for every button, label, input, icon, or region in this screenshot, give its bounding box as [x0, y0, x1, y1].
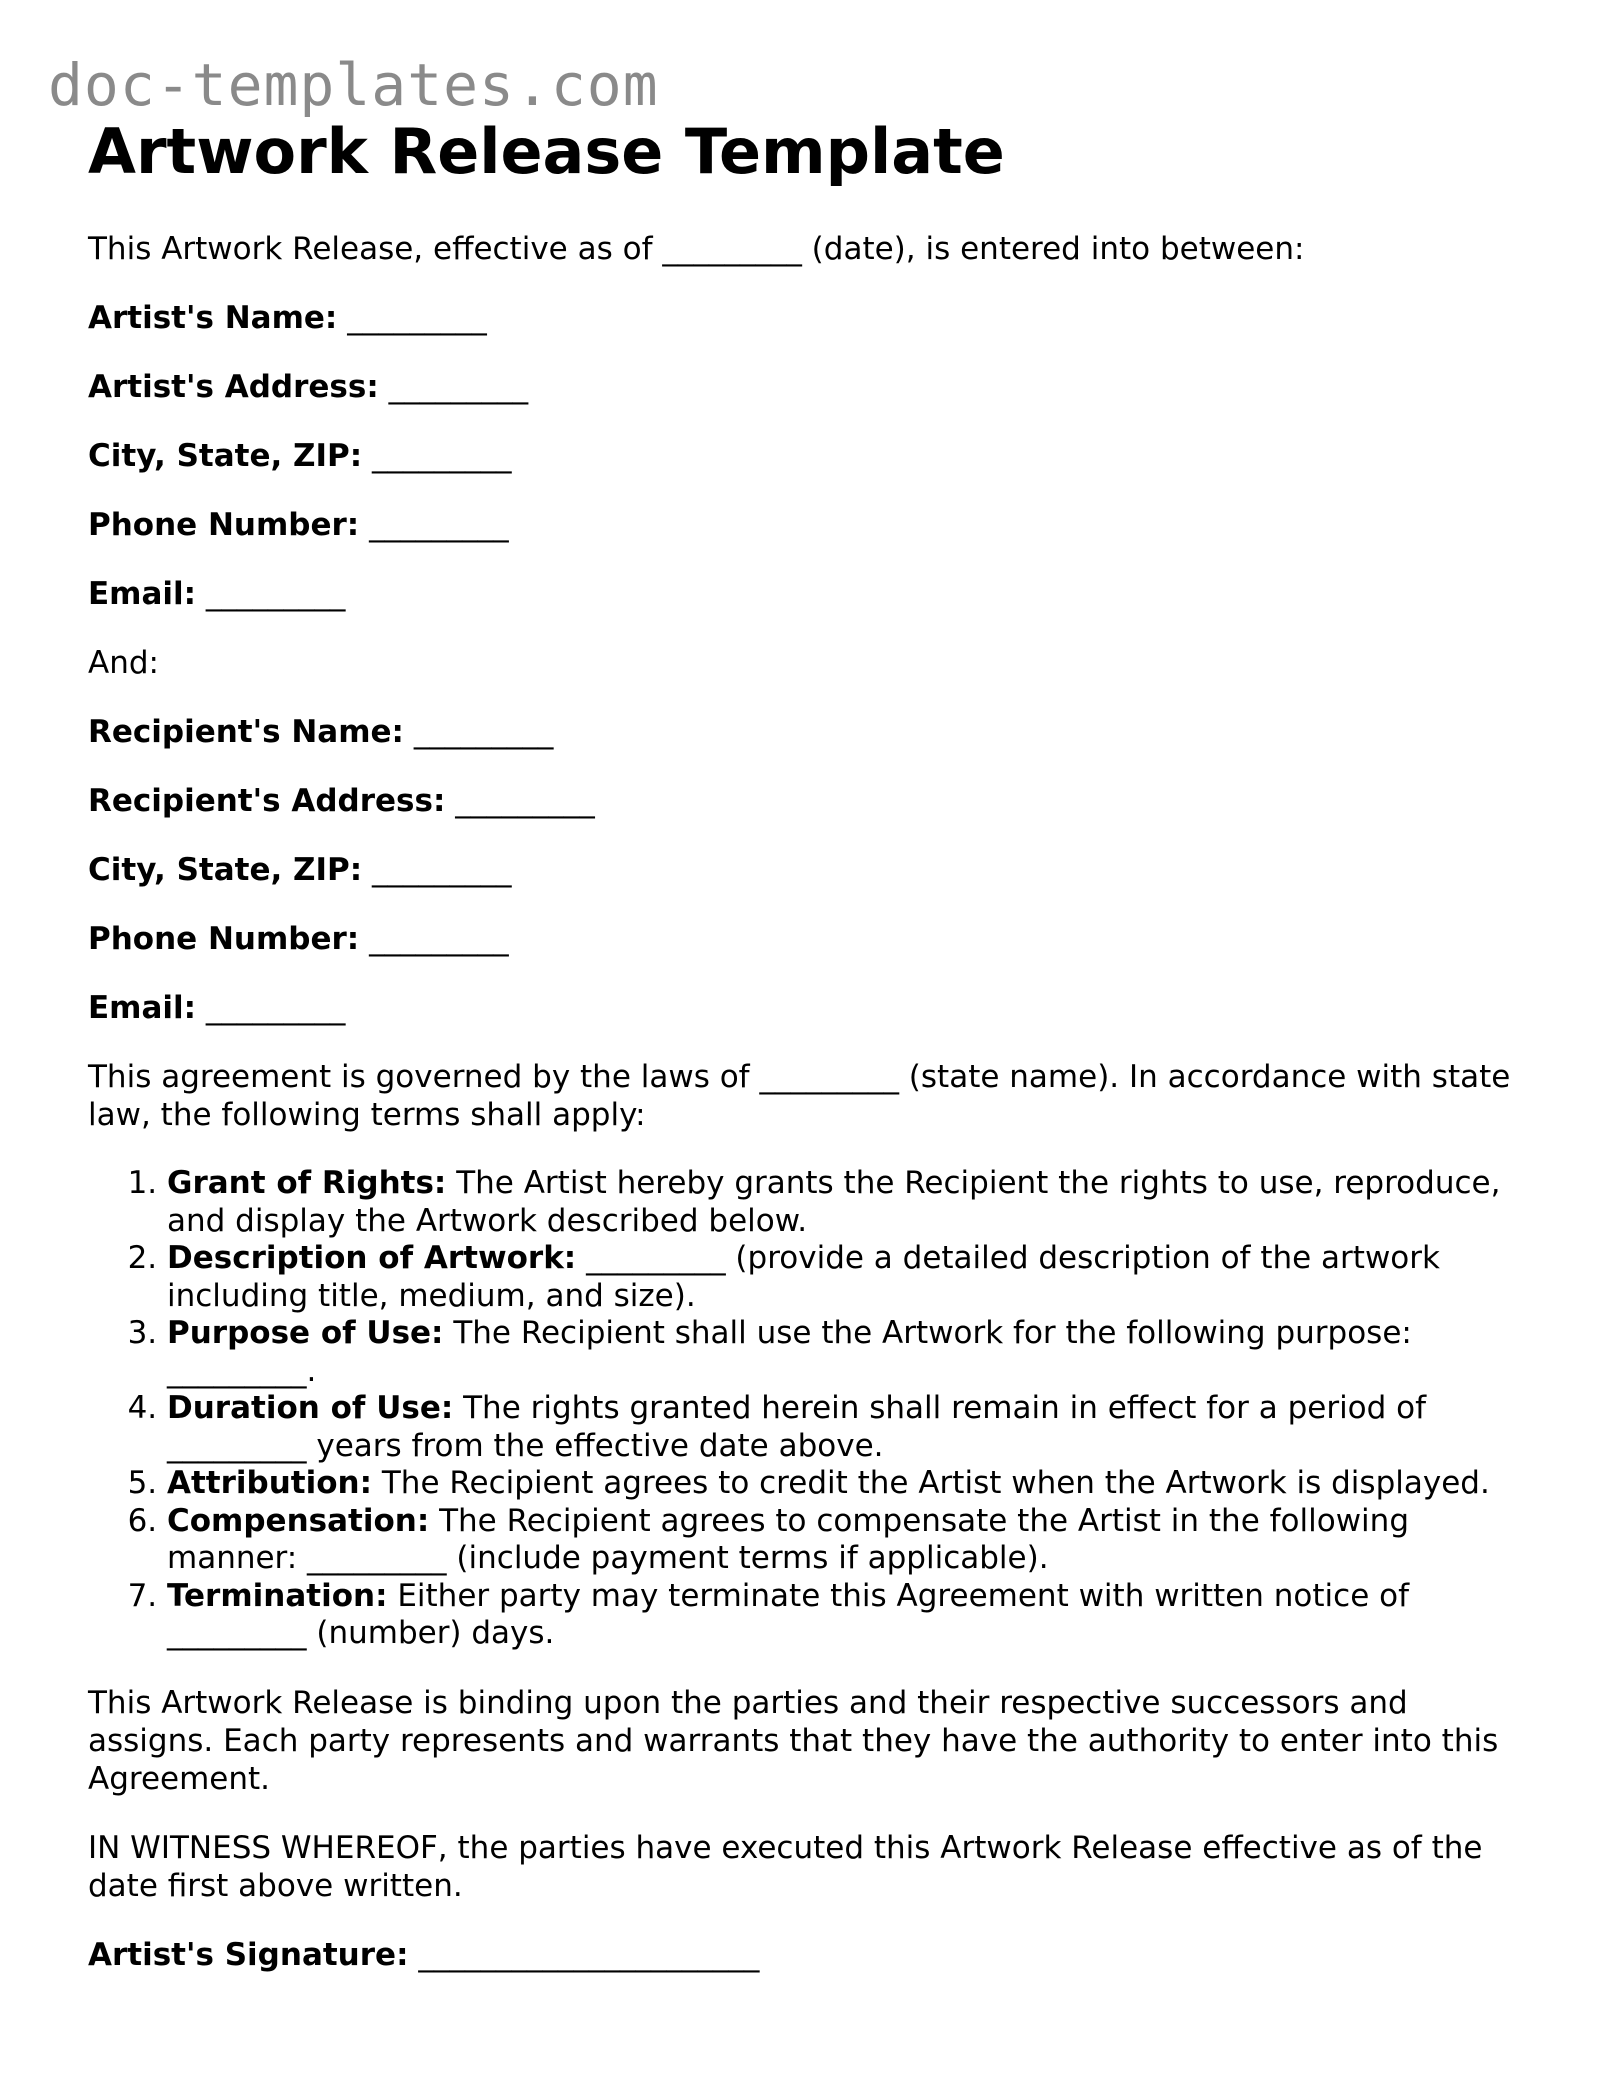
artist-email-field	[88, 575, 1528, 613]
and-separator: And:	[88, 645, 159, 681]
term-item	[167, 1165, 1528, 1240]
field-blank: _________	[205, 576, 346, 612]
field-label: Phone Number:	[88, 921, 360, 957]
recipient-phone-field	[88, 920, 1528, 958]
governing-law-paragraph: This agreement is governed by the laws of _________ (state name). In accordance with state law, the following terms shall apply:	[88, 1059, 1511, 1133]
field-blank: _________	[413, 714, 554, 750]
witness-paragraph: IN WITNESS WHEREOF, the parties have executed this Artwork Release effective as of the date first above written.	[88, 1829, 1483, 1904]
field-label: City, State, ZIP:	[88, 852, 363, 888]
field-label: Recipient's Address:	[88, 783, 446, 819]
term-text: The rights granted herein shall remain in effect for a period of _________ years from the effective date above.	[167, 1390, 1427, 1464]
binding-paragraph: This Artwork Release is binding upon the parties and their respective successors and assigns. Each party represents and warrants that they have the authority to enter into this Agreement.	[88, 1684, 1499, 1797]
term-title: Description of Artwork:	[167, 1240, 577, 1276]
recipient-email-field	[88, 989, 1528, 1027]
watermark-logo: doc-templates.com	[48, 51, 659, 119]
recipient-fields	[88, 713, 1528, 1027]
field-label: Email:	[88, 990, 197, 1026]
field-blank: _________	[205, 990, 346, 1026]
term-title: Attribution:	[167, 1465, 373, 1501]
field-label: City, State, ZIP:	[88, 438, 363, 474]
document-title: Artwork Release Template	[88, 115, 1005, 188]
field-blank: _________	[369, 507, 509, 543]
recipient-city-state-zip-field	[88, 851, 1528, 889]
field-blank: _________	[369, 921, 509, 957]
term-title: Duration of Use:	[167, 1390, 454, 1426]
terms-list	[88, 1165, 1528, 1653]
term-item	[167, 1465, 1528, 1503]
term-text: The Artist hereby grants the Recipient the rights to use, reproduce, and display the Artwork described below.	[167, 1165, 1501, 1239]
term-item	[167, 1390, 1528, 1465]
term-item	[167, 1315, 1528, 1390]
term-text: Either party may terminate this Agreement with written notice of _________ (number) days.	[167, 1577, 1410, 1651]
field-label: Phone Number:	[88, 507, 360, 543]
field-label: Artist's Address:	[88, 369, 379, 405]
field-blank: _________	[372, 438, 512, 474]
artist-signature-line	[88, 1936, 1528, 1974]
intro-paragraph: This Artwork Release, effective as of _________ (date), is entered into between:	[88, 231, 1305, 267]
term-text: The Recipient agrees to compensate the Artist in the following manner: _________ (include payment terms if applicable).	[167, 1502, 1409, 1576]
field-blank: _________	[388, 369, 529, 405]
field-label: Artist's Name:	[88, 300, 338, 336]
term-text: The Recipient shall use the Artwork for the following purpose: _________.	[167, 1315, 1412, 1389]
term-text: _________ (provide a detailed description of the artwork including title, medium, and size).	[167, 1240, 1440, 1314]
signature-label: Artist's Signature:	[88, 1936, 409, 1973]
term-text: The Recipient agrees to credit the Artist when the Artwork is displayed.	[381, 1465, 1490, 1501]
field-blank: _________	[372, 852, 512, 888]
field-label: Recipient's Name:	[88, 714, 404, 750]
artist-city-state-zip-field	[88, 437, 1528, 475]
signature-blank: ______________________	[418, 1936, 760, 1973]
term-item	[167, 1240, 1528, 1315]
field-label: Email:	[88, 576, 197, 612]
document-page	[88, 112, 1528, 1974]
field-blank: _________	[455, 783, 595, 819]
term-title: Purpose of Use:	[167, 1315, 444, 1351]
artist-name-field	[88, 299, 1528, 337]
term-item	[167, 1503, 1528, 1578]
artist-fields	[88, 299, 1528, 613]
term-title: Termination:	[167, 1577, 388, 1614]
recipient-name-field	[88, 713, 1528, 751]
field-blank: _________	[347, 300, 487, 336]
artist-phone-field	[88, 506, 1528, 544]
artist-address-field	[88, 368, 1528, 406]
term-title: Compensation:	[167, 1502, 430, 1539]
term-title: Grant of Rights:	[167, 1165, 447, 1201]
recipient-address-field	[88, 782, 1528, 820]
term-item	[167, 1578, 1528, 1653]
